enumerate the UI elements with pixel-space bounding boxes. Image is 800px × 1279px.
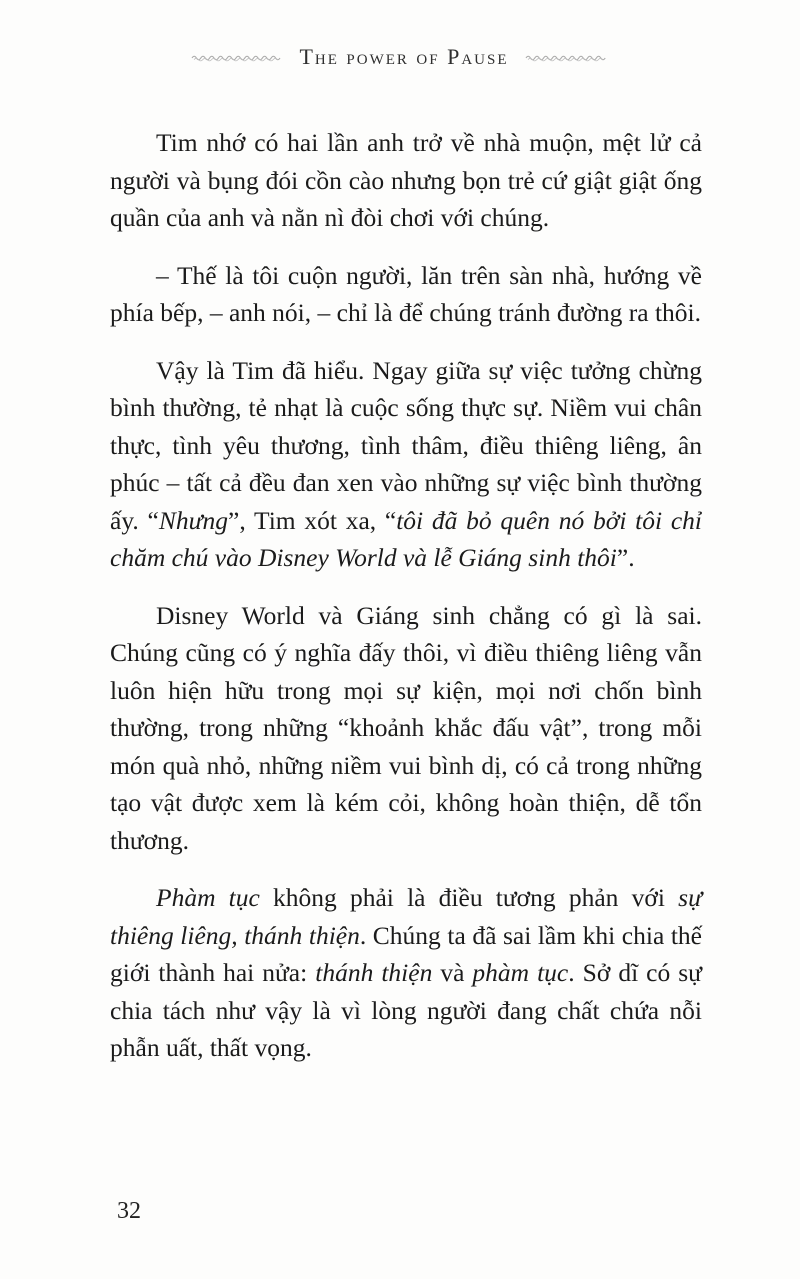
paragraph-segment: Vậy là Tim đã hiểu. Ngay giữa sự việc tưởng chừng bình thường, tẻ nhạt là cuộc sống thực sự. Niềm vui chân thực, tình yêu thương, tình thâm, điều thiêng liêng, ân phúc – tất cả đều đan xen vào những sự việc bình thường ấy. “ [110, 355, 702, 535]
paragraph-segment-italic: Phàm tục [156, 883, 260, 912]
paragraph-segment: – Thế là tôi cuộn người, lăn trên sàn nhà, hướng về phía bếp, – anh nói, – chỉ là để chúng tránh đường ra thôi. [110, 260, 702, 327]
paragraph [110, 352, 702, 577]
paragraph-segment-italic: thánh thiện [315, 958, 433, 987]
paragraph [110, 597, 702, 860]
paragraph-segment: Tim nhớ có hai lần anh trở về nhà muộn, mệt lử cả người và bụng đói cồn cào nhưng bọn trẻ cứ giật giật ống quần của anh và nằn nì đòi chơi với chúng. [110, 128, 702, 232]
ornament-squiggle-right-icon [525, 52, 609, 62]
paragraph [110, 257, 702, 332]
paragraph-segment-italic: sự thiêng liêng, thánh thiện [110, 883, 702, 950]
paragraph-segment: và [432, 958, 473, 987]
page-number: 32 [117, 1198, 141, 1224]
body-text [110, 124, 702, 1087]
paragraph-segment: không phải là điều tương phản với [259, 883, 679, 912]
ornament-squiggle-left-icon [191, 52, 283, 62]
page-header [0, 44, 800, 70]
paragraph-segment-italic: Nhưng [158, 505, 229, 535]
paragraph-segment: ”. [616, 543, 635, 572]
paragraph-segment: ”, Tim xót xa, “ [228, 505, 397, 535]
running-head-title: The power of Pause [299, 44, 509, 69]
paragraph-segment: . Chúng ta đã sai lầm khi chia thế giới thành hai nửa: [110, 920, 702, 987]
paragraph-segment-italic: tôi đã bỏ quên nó bởi tôi chỉ chăm chú vào Disney World và lễ Giáng sinh thôi [110, 505, 702, 572]
paragraph-segment: . Sở dĩ có sự chia tách như vậy là vì lòng người đang chất chứa nỗi phẫn uất, thất vọng. [110, 958, 702, 1062]
paragraph-segment-italic: phàm tục [472, 958, 569, 987]
paragraph [110, 879, 702, 1067]
paragraph [110, 124, 702, 237]
paragraph-segment: Disney World và Giáng sinh chẳng có gì là sai. Chúng cũng có ý nghĩa đấy thôi, vì điều thiêng liêng vẫn luôn hiện hữu trong mọi sự kiện, mọi nơi chốn bình thường, trong những “khoảnh khắc đấu vật”, trong mỗi món quà nhỏ, những niềm vui bình dị, có cả trong những tạo vật được xem là kém cỏi, không hoàn thiện, dễ tổn thương. [110, 600, 702, 855]
